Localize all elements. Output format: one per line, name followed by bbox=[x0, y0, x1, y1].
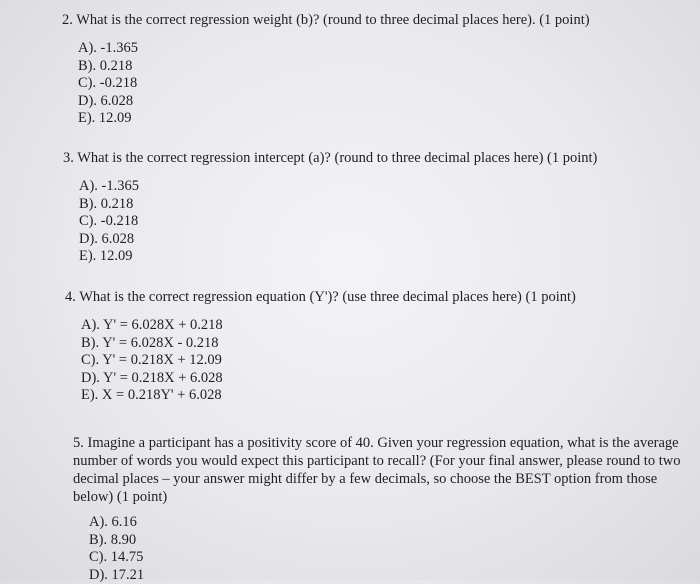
question-5 bbox=[73, 434, 683, 506]
option-list bbox=[89, 514, 144, 584]
option-c[interactable]: C). 14.75 bbox=[89, 549, 144, 567]
question-3 bbox=[63, 150, 597, 167]
option-a[interactable]: A). -1.365 bbox=[79, 178, 139, 196]
question-text: 2. What is the correct regression weight (b)? (round to three decimal places here). (1 point) bbox=[62, 12, 590, 29]
option-c[interactable]: C). -0.218 bbox=[78, 75, 138, 93]
question-text: 5. Imagine a participant has a positivity score of 40. Given your regression equation, what is the average number of words you would expect this participant to recall? (For your final answer, please round to two decimal places – your answer might differ by a few decimals, so choose the BEST option from those below) (1 point) bbox=[73, 434, 683, 506]
option-list bbox=[78, 40, 138, 128]
option-list bbox=[79, 178, 139, 266]
option-d[interactable]: D). 6.028 bbox=[78, 93, 138, 111]
option-b[interactable]: B). 8.90 bbox=[89, 532, 144, 550]
option-a[interactable]: A). -1.365 bbox=[78, 40, 138, 58]
option-a[interactable]: A). 6.16 bbox=[89, 514, 144, 532]
question-text: 3. What is the correct regression intercept (a)? (round to three decimal places here) (1 point) bbox=[63, 150, 597, 167]
option-b[interactable]: B). Y' = 6.028X - 0.218 bbox=[81, 335, 223, 353]
question-4 bbox=[65, 289, 576, 306]
option-c[interactable]: C). Y' = 0.218X + 12.09 bbox=[81, 352, 223, 370]
question-text: 4. What is the correct regression equation (Y')? (use three decimal places here) (1 point) bbox=[65, 289, 576, 306]
option-b[interactable]: B). 0.218 bbox=[79, 196, 139, 214]
option-c[interactable]: C). -0.218 bbox=[79, 213, 139, 231]
question-2 bbox=[62, 12, 590, 29]
option-e[interactable]: E). 12.09 bbox=[78, 110, 138, 128]
option-a[interactable]: A). Y' = 6.028X + 0.218 bbox=[81, 317, 223, 335]
option-e[interactable]: E). X = 0.218Y' + 6.028 bbox=[81, 387, 223, 405]
option-b[interactable]: B). 0.218 bbox=[78, 58, 138, 76]
option-d[interactable]: D). 17.21 bbox=[89, 567, 144, 584]
option-d[interactable]: D). 6.028 bbox=[79, 231, 139, 249]
option-list bbox=[81, 317, 223, 405]
option-d[interactable]: D). Y' = 0.218X + 6.028 bbox=[81, 370, 223, 388]
option-e[interactable]: E). 12.09 bbox=[79, 248, 139, 266]
